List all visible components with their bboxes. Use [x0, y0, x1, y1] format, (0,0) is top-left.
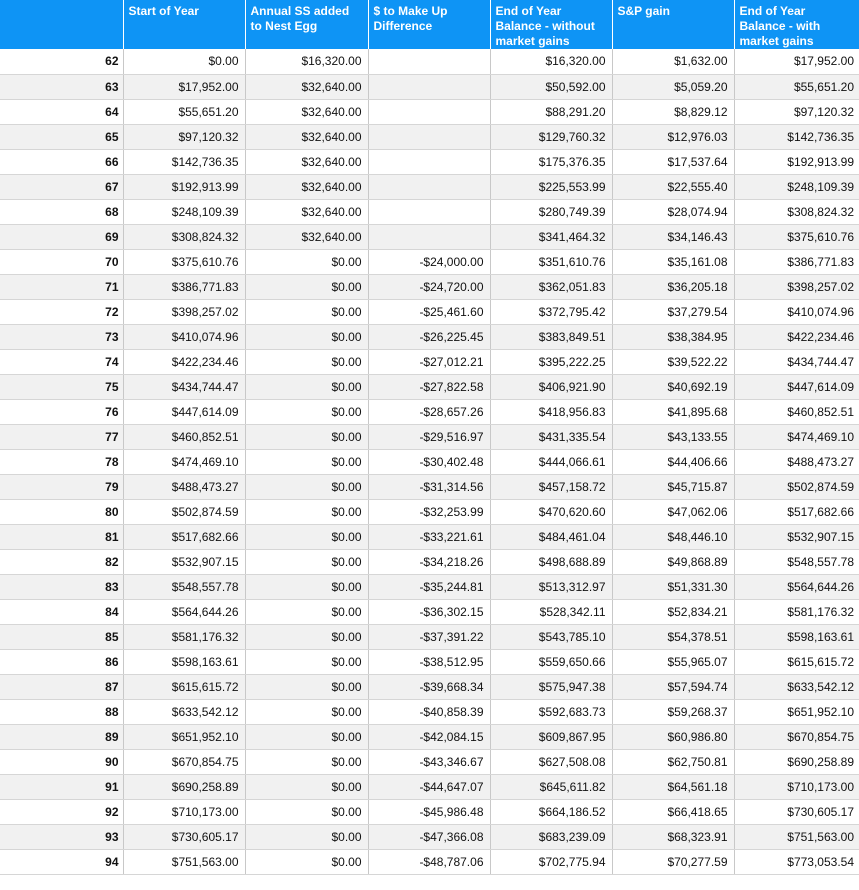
table-row	[0, 549, 859, 574]
table-row	[0, 674, 859, 699]
end-balance-without-gains-cell[interactable]: $575,947.38	[490, 674, 612, 699]
table-row	[0, 174, 859, 199]
sp-gain-cell[interactable]: $5,059.20	[612, 74, 734, 99]
sp-gain-cell[interactable]: $60,986.80	[612, 724, 734, 749]
sp-gain-cell[interactable]: $70,277.59	[612, 849, 734, 874]
end-balance-without-gains-cell[interactable]: $683,239.09	[490, 824, 612, 849]
end-balance-without-gains-cell[interactable]: $543,785.10	[490, 624, 612, 649]
make-up-difference-cell[interactable]: -$33,221.61	[368, 524, 490, 549]
sp-gain-cell[interactable]: $57,594.74	[612, 674, 734, 699]
sp-gain-cell[interactable]: $34,146.43	[612, 224, 734, 249]
start-of-year-cell[interactable]: $0.00	[123, 49, 245, 74]
annual-ss-cell[interactable]: $0.00	[245, 299, 368, 324]
age-cell[interactable]: 89	[0, 724, 123, 749]
end-balance-without-gains-cell[interactable]: $372,795.42	[490, 299, 612, 324]
age-cell[interactable]: 64	[0, 99, 123, 124]
annual-ss-cell[interactable]: $16,320.00	[245, 49, 368, 74]
end-balance-without-gains-cell[interactable]: $528,342.11	[490, 599, 612, 624]
age-cell[interactable]: 79	[0, 474, 123, 499]
table-row	[0, 849, 859, 874]
sp-gain-cell[interactable]: $37,279.54	[612, 299, 734, 324]
age-cell[interactable]: 73	[0, 324, 123, 349]
start-of-year-cell[interactable]: $308,824.32	[123, 224, 245, 249]
start-of-year-cell[interactable]: $447,614.09	[123, 399, 245, 424]
sp-gain-cell[interactable]: $51,331.30	[612, 574, 734, 599]
make-up-difference-cell[interactable]	[368, 149, 490, 174]
start-of-year-cell[interactable]: $751,563.00	[123, 849, 245, 874]
end-balance-with-gains-cell[interactable]: $447,614.09	[734, 374, 859, 399]
sp-gain-cell[interactable]: $28,074.94	[612, 199, 734, 224]
table-row	[0, 424, 859, 449]
age-cell[interactable]: 82	[0, 549, 123, 574]
end-balance-without-gains-cell[interactable]: $431,335.54	[490, 424, 612, 449]
end-balance-with-gains-cell[interactable]: $710,173.00	[734, 774, 859, 799]
annual-ss-cell[interactable]: $0.00	[245, 324, 368, 349]
end-balance-without-gains-cell[interactable]: $513,312.97	[490, 574, 612, 599]
start-of-year-cell[interactable]: $517,682.66	[123, 524, 245, 549]
end-balance-with-gains-cell[interactable]: $581,176.32	[734, 599, 859, 624]
end-balance-without-gains-cell[interactable]: $484,461.04	[490, 524, 612, 549]
age-cell[interactable]: 87	[0, 674, 123, 699]
end-balance-with-gains-cell[interactable]: $651,952.10	[734, 699, 859, 724]
sp-gain-cell[interactable]: $43,133.55	[612, 424, 734, 449]
sp-gain-cell[interactable]: $1,632.00	[612, 49, 734, 74]
start-of-year-cell[interactable]: $422,234.46	[123, 349, 245, 374]
make-up-difference-cell[interactable]: -$30,402.48	[368, 449, 490, 474]
end-balance-with-gains-cell[interactable]: $422,234.46	[734, 324, 859, 349]
annual-ss-cell[interactable]: $32,640.00	[245, 174, 368, 199]
start-of-year-cell[interactable]: $410,074.96	[123, 324, 245, 349]
age-cell[interactable]: 75	[0, 374, 123, 399]
annual-ss-cell[interactable]: $0.00	[245, 774, 368, 799]
annual-ss-cell[interactable]: $0.00	[245, 849, 368, 874]
make-up-difference-cell[interactable]: -$27,012.21	[368, 349, 490, 374]
start-of-year-cell[interactable]: $17,952.00	[123, 74, 245, 99]
end-balance-with-gains-cell[interactable]: $615,615.72	[734, 649, 859, 674]
make-up-difference-cell[interactable]	[368, 224, 490, 249]
end-balance-without-gains-cell[interactable]: $444,066.61	[490, 449, 612, 474]
age-cell[interactable]: 67	[0, 174, 123, 199]
annual-ss-cell[interactable]: $32,640.00	[245, 124, 368, 149]
end-balance-without-gains-cell[interactable]: $592,683.73	[490, 699, 612, 724]
make-up-difference-cell[interactable]: -$27,822.58	[368, 374, 490, 399]
age-cell[interactable]: 84	[0, 599, 123, 624]
start-of-year-cell[interactable]: $615,615.72	[123, 674, 245, 699]
age-cell[interactable]: 77	[0, 424, 123, 449]
start-of-year-cell[interactable]: $730,605.17	[123, 824, 245, 849]
start-of-year-cell[interactable]: $532,907.15	[123, 549, 245, 574]
table-row	[0, 499, 859, 524]
end-balance-with-gains-cell[interactable]: $375,610.76	[734, 224, 859, 249]
end-balance-with-gains-cell[interactable]: $474,469.10	[734, 424, 859, 449]
end-balance-without-gains-cell[interactable]: $664,186.52	[490, 799, 612, 824]
end-balance-with-gains-cell[interactable]: $633,542.12	[734, 674, 859, 699]
sp-gain-cell[interactable]: $59,268.37	[612, 699, 734, 724]
age-cell[interactable]: 91	[0, 774, 123, 799]
end-balance-with-gains-cell[interactable]: $460,852.51	[734, 399, 859, 424]
end-balance-without-gains-cell[interactable]: $702,775.94	[490, 849, 612, 874]
annual-ss-cell[interactable]: $0.00	[245, 374, 368, 399]
make-up-difference-cell[interactable]: -$44,647.07	[368, 774, 490, 799]
end-balance-without-gains-cell[interactable]: $498,688.89	[490, 549, 612, 574]
table-row	[0, 124, 859, 149]
start-of-year-header[interactable]: Start of Year	[123, 0, 245, 49]
table-row	[0, 324, 859, 349]
start-of-year-cell[interactable]: $502,874.59	[123, 499, 245, 524]
start-of-year-cell[interactable]: $460,852.51	[123, 424, 245, 449]
age-cell[interactable]: 81	[0, 524, 123, 549]
age-cell[interactable]: 83	[0, 574, 123, 599]
table-row	[0, 574, 859, 599]
sp-gain-cell[interactable]: $8,829.12	[612, 99, 734, 124]
age-cell[interactable]: 72	[0, 299, 123, 324]
annual-ss-cell[interactable]: $32,640.00	[245, 74, 368, 99]
age-cell[interactable]: 80	[0, 499, 123, 524]
make-up-difference-cell[interactable]: -$26,225.45	[368, 324, 490, 349]
make-up-difference-cell[interactable]	[368, 99, 490, 124]
annual-ss-cell[interactable]: $0.00	[245, 624, 368, 649]
age-cell[interactable]: 94	[0, 849, 123, 874]
make-up-difference-cell[interactable]	[368, 49, 490, 74]
start-of-year-cell[interactable]: $248,109.39	[123, 199, 245, 224]
end-balance-without-gains-cell[interactable]: $351,610.76	[490, 249, 612, 274]
annual-ss-cell[interactable]: $0.00	[245, 799, 368, 824]
end-balance-with-gains-cell[interactable]: $386,771.83	[734, 249, 859, 274]
end-balance-without-gains-cell[interactable]: $383,849.51	[490, 324, 612, 349]
end-balance-with-gains-cell[interactable]: $598,163.61	[734, 624, 859, 649]
make-up-difference-header[interactable]: $ to Make Up Difference	[368, 0, 490, 49]
end-balance-without-gains-cell[interactable]: $609,867.95	[490, 724, 612, 749]
make-up-difference-cell[interactable]: -$47,366.08	[368, 824, 490, 849]
start-of-year-cell[interactable]: $670,854.75	[123, 749, 245, 774]
age-cell[interactable]: 93	[0, 824, 123, 849]
end-balance-with-gains-cell[interactable]: $532,907.15	[734, 524, 859, 549]
table-row	[0, 49, 859, 74]
make-up-difference-cell[interactable]: -$40,858.39	[368, 699, 490, 724]
table-row	[0, 99, 859, 124]
sp-gain-cell[interactable]: $40,692.19	[612, 374, 734, 399]
table-row	[0, 524, 859, 549]
table-row	[0, 199, 859, 224]
start-of-year-cell[interactable]: $97,120.32	[123, 124, 245, 149]
age-header[interactable]	[0, 0, 123, 49]
start-of-year-cell[interactable]: $386,771.83	[123, 274, 245, 299]
end-balance-without-gains-cell[interactable]: $129,760.32	[490, 124, 612, 149]
end-balance-without-gains-cell[interactable]: $16,320.00	[490, 49, 612, 74]
age-cell[interactable]: 76	[0, 399, 123, 424]
make-up-difference-cell[interactable]: -$38,512.95	[368, 649, 490, 674]
make-up-difference-cell[interactable]: -$28,657.26	[368, 399, 490, 424]
sp-gain-cell[interactable]: $44,406.66	[612, 449, 734, 474]
annual-ss-cell[interactable]: $32,640.00	[245, 224, 368, 249]
end-balance-with-gains-cell[interactable]: $248,109.39	[734, 174, 859, 199]
end-balance-without-gains-cell[interactable]: $406,921.90	[490, 374, 612, 399]
age-cell[interactable]: 69	[0, 224, 123, 249]
make-up-difference-cell[interactable]: -$29,516.97	[368, 424, 490, 449]
make-up-difference-cell[interactable]: -$43,346.67	[368, 749, 490, 774]
end-balance-without-gains-cell[interactable]: $418,956.83	[490, 399, 612, 424]
age-cell[interactable]: 90	[0, 749, 123, 774]
start-of-year-cell[interactable]: $548,557.78	[123, 574, 245, 599]
end-balance-with-gains-header[interactable]: End of Year Balance - with market gains	[734, 0, 859, 49]
table-row	[0, 649, 859, 674]
table-row	[0, 399, 859, 424]
annual-ss-cell[interactable]: $0.00	[245, 524, 368, 549]
end-balance-with-gains-cell[interactable]: $517,682.66	[734, 499, 859, 524]
age-cell[interactable]: 66	[0, 149, 123, 174]
annual-ss-cell[interactable]: $0.00	[245, 349, 368, 374]
make-up-difference-cell[interactable]: -$24,720.00	[368, 274, 490, 299]
sp-gain-cell[interactable]: $49,868.89	[612, 549, 734, 574]
age-cell[interactable]: 71	[0, 274, 123, 299]
annual-ss-cell[interactable]: $32,640.00	[245, 199, 368, 224]
start-of-year-cell[interactable]: $55,651.20	[123, 99, 245, 124]
end-balance-without-gains-cell[interactable]: $341,464.32	[490, 224, 612, 249]
start-of-year-cell[interactable]: $581,176.32	[123, 624, 245, 649]
annual-ss-header[interactable]: Annual SS added to Nest Egg	[245, 0, 368, 49]
sp-gain-cell[interactable]: $54,378.51	[612, 624, 734, 649]
table-row	[0, 224, 859, 249]
table-row	[0, 349, 859, 374]
make-up-difference-cell[interactable]: -$37,391.22	[368, 624, 490, 649]
age-cell[interactable]: 63	[0, 74, 123, 99]
end-balance-with-gains-cell[interactable]: $690,258.89	[734, 749, 859, 774]
table-row	[0, 299, 859, 324]
sp-gain-cell[interactable]: $52,834.21	[612, 599, 734, 624]
end-balance-without-gains-cell[interactable]: $470,620.60	[490, 499, 612, 524]
annual-ss-cell[interactable]: $32,640.00	[245, 99, 368, 124]
make-up-difference-cell[interactable]	[368, 74, 490, 99]
start-of-year-cell[interactable]: $598,163.61	[123, 649, 245, 674]
annual-ss-cell[interactable]: $0.00	[245, 249, 368, 274]
age-cell[interactable]: 70	[0, 249, 123, 274]
table-body	[0, 49, 859, 874]
end-balance-with-gains-cell[interactable]: $773,053.54	[734, 849, 859, 874]
end-balance-with-gains-cell[interactable]: $192,913.99	[734, 149, 859, 174]
age-cell[interactable]: 74	[0, 349, 123, 374]
end-balance-without-gains-cell[interactable]: $645,611.82	[490, 774, 612, 799]
make-up-difference-cell[interactable]: -$32,253.99	[368, 499, 490, 524]
annual-ss-cell[interactable]: $0.00	[245, 599, 368, 624]
start-of-year-cell[interactable]: $488,473.27	[123, 474, 245, 499]
sp-gain-cell[interactable]: $68,323.91	[612, 824, 734, 849]
annual-ss-cell[interactable]: $32,640.00	[245, 149, 368, 174]
sp-gain-cell[interactable]: $38,384.95	[612, 324, 734, 349]
start-of-year-cell[interactable]: $375,610.76	[123, 249, 245, 274]
table-row	[0, 774, 859, 799]
sp-gain-cell[interactable]: $62,750.81	[612, 749, 734, 774]
table-row	[0, 699, 859, 724]
table-row	[0, 474, 859, 499]
annual-ss-cell[interactable]: $0.00	[245, 674, 368, 699]
end-balance-with-gains-cell[interactable]: $308,824.32	[734, 199, 859, 224]
sp-gain-cell[interactable]: $47,062.06	[612, 499, 734, 524]
end-balance-with-gains-cell[interactable]: $670,854.75	[734, 724, 859, 749]
end-balance-without-gains-cell[interactable]: $88,291.20	[490, 99, 612, 124]
age-cell[interactable]: 78	[0, 449, 123, 474]
sp-gain-header[interactable]: S&P gain	[612, 0, 734, 49]
table-row	[0, 824, 859, 849]
sp-gain-cell[interactable]: $36,205.18	[612, 274, 734, 299]
annual-ss-cell[interactable]: $0.00	[245, 399, 368, 424]
end-balance-with-gains-cell[interactable]: $97,120.32	[734, 99, 859, 124]
end-balance-with-gains-cell[interactable]: $17,952.00	[734, 49, 859, 74]
make-up-difference-cell[interactable]	[368, 124, 490, 149]
annual-ss-cell[interactable]: $0.00	[245, 424, 368, 449]
end-balance-with-gains-cell[interactable]: $55,651.20	[734, 74, 859, 99]
annual-ss-cell[interactable]: $0.00	[245, 499, 368, 524]
start-of-year-cell[interactable]: $398,257.02	[123, 299, 245, 324]
annual-ss-cell[interactable]: $0.00	[245, 474, 368, 499]
end-balance-with-gains-cell[interactable]: $751,563.00	[734, 824, 859, 849]
annual-ss-cell[interactable]: $0.00	[245, 549, 368, 574]
table-row	[0, 274, 859, 299]
end-balance-without-gains-cell[interactable]: $395,222.25	[490, 349, 612, 374]
annual-ss-cell[interactable]: $0.00	[245, 724, 368, 749]
end-balance-without-gains-header[interactable]: End of Year Balance - without market gains	[490, 0, 612, 49]
end-balance-with-gains-cell[interactable]: $502,874.59	[734, 474, 859, 499]
sp-gain-cell[interactable]: $39,522.22	[612, 349, 734, 374]
end-balance-with-gains-cell[interactable]: $398,257.02	[734, 274, 859, 299]
end-balance-with-gains-cell[interactable]: $548,557.78	[734, 549, 859, 574]
age-cell[interactable]: 85	[0, 624, 123, 649]
end-balance-without-gains-cell[interactable]: $175,376.35	[490, 149, 612, 174]
start-of-year-cell[interactable]: $192,913.99	[123, 174, 245, 199]
make-up-difference-cell[interactable]	[368, 174, 490, 199]
end-balance-without-gains-cell[interactable]: $50,592.00	[490, 74, 612, 99]
annual-ss-cell[interactable]: $0.00	[245, 574, 368, 599]
end-balance-with-gains-cell[interactable]: $410,074.96	[734, 299, 859, 324]
start-of-year-cell[interactable]: $710,173.00	[123, 799, 245, 824]
annual-ss-cell[interactable]: $0.00	[245, 699, 368, 724]
sp-gain-cell[interactable]: $45,715.87	[612, 474, 734, 499]
sp-gain-cell[interactable]: $35,161.08	[612, 249, 734, 274]
table-row	[0, 749, 859, 774]
annual-ss-cell[interactable]: $0.00	[245, 274, 368, 299]
annual-ss-cell[interactable]: $0.00	[245, 749, 368, 774]
start-of-year-cell[interactable]: $633,542.12	[123, 699, 245, 724]
sp-gain-cell[interactable]: $48,446.10	[612, 524, 734, 549]
annual-ss-cell[interactable]: $0.00	[245, 824, 368, 849]
make-up-difference-cell[interactable]: -$45,986.48	[368, 799, 490, 824]
age-cell[interactable]: 62	[0, 49, 123, 74]
annual-ss-cell[interactable]: $0.00	[245, 649, 368, 674]
make-up-difference-cell[interactable]: -$35,244.81	[368, 574, 490, 599]
make-up-difference-cell[interactable]: -$34,218.26	[368, 549, 490, 574]
sp-gain-cell[interactable]: $55,965.07	[612, 649, 734, 674]
table-row	[0, 74, 859, 99]
table-row	[0, 599, 859, 624]
table-row	[0, 449, 859, 474]
sp-gain-cell[interactable]: $22,555.40	[612, 174, 734, 199]
age-cell[interactable]: 86	[0, 649, 123, 674]
sp-gain-cell[interactable]: $41,895.68	[612, 399, 734, 424]
end-balance-without-gains-cell[interactable]: $280,749.39	[490, 199, 612, 224]
start-of-year-cell[interactable]: $651,952.10	[123, 724, 245, 749]
table-row	[0, 374, 859, 399]
make-up-difference-cell[interactable]: -$42,084.15	[368, 724, 490, 749]
make-up-difference-cell[interactable]	[368, 199, 490, 224]
age-cell[interactable]: 65	[0, 124, 123, 149]
sp-gain-cell[interactable]: $66,418.65	[612, 799, 734, 824]
make-up-difference-cell[interactable]: -$24,000.00	[368, 249, 490, 274]
make-up-difference-cell[interactable]: -$31,314.56	[368, 474, 490, 499]
make-up-difference-cell[interactable]: -$39,668.34	[368, 674, 490, 699]
sp-gain-cell[interactable]: $12,976.03	[612, 124, 734, 149]
start-of-year-cell[interactable]: $142,736.35	[123, 149, 245, 174]
table-row	[0, 249, 859, 274]
make-up-difference-cell[interactable]: -$36,302.15	[368, 599, 490, 624]
sp-gain-cell[interactable]: $64,561.18	[612, 774, 734, 799]
table-row	[0, 149, 859, 174]
make-up-difference-cell[interactable]: -$25,461.60	[368, 299, 490, 324]
end-balance-without-gains-cell[interactable]: $457,158.72	[490, 474, 612, 499]
end-balance-with-gains-cell[interactable]: $564,644.26	[734, 574, 859, 599]
age-cell[interactable]: 92	[0, 799, 123, 824]
end-balance-without-gains-cell[interactable]: $627,508.08	[490, 749, 612, 774]
end-balance-without-gains-cell[interactable]: $559,650.66	[490, 649, 612, 674]
end-balance-with-gains-cell[interactable]: $434,744.47	[734, 349, 859, 374]
start-of-year-cell[interactable]: $474,469.10	[123, 449, 245, 474]
annual-ss-cell[interactable]: $0.00	[245, 449, 368, 474]
make-up-difference-cell[interactable]: -$48,787.06	[368, 849, 490, 874]
age-cell[interactable]: 88	[0, 699, 123, 724]
sp-gain-cell[interactable]: $17,537.64	[612, 149, 734, 174]
start-of-year-cell[interactable]: $564,644.26	[123, 599, 245, 624]
start-of-year-cell[interactable]: $434,744.47	[123, 374, 245, 399]
end-balance-without-gains-cell[interactable]: $362,051.83	[490, 274, 612, 299]
table-row	[0, 724, 859, 749]
end-balance-with-gains-cell[interactable]: $488,473.27	[734, 449, 859, 474]
header-row	[0, 0, 859, 49]
table-row	[0, 799, 859, 824]
end-balance-with-gains-cell[interactable]: $142,736.35	[734, 124, 859, 149]
start-of-year-cell[interactable]: $690,258.89	[123, 774, 245, 799]
table-row	[0, 624, 859, 649]
end-balance-with-gains-cell[interactable]: $730,605.17	[734, 799, 859, 824]
end-balance-without-gains-cell[interactable]: $225,553.99	[490, 174, 612, 199]
age-cell[interactable]: 68	[0, 199, 123, 224]
